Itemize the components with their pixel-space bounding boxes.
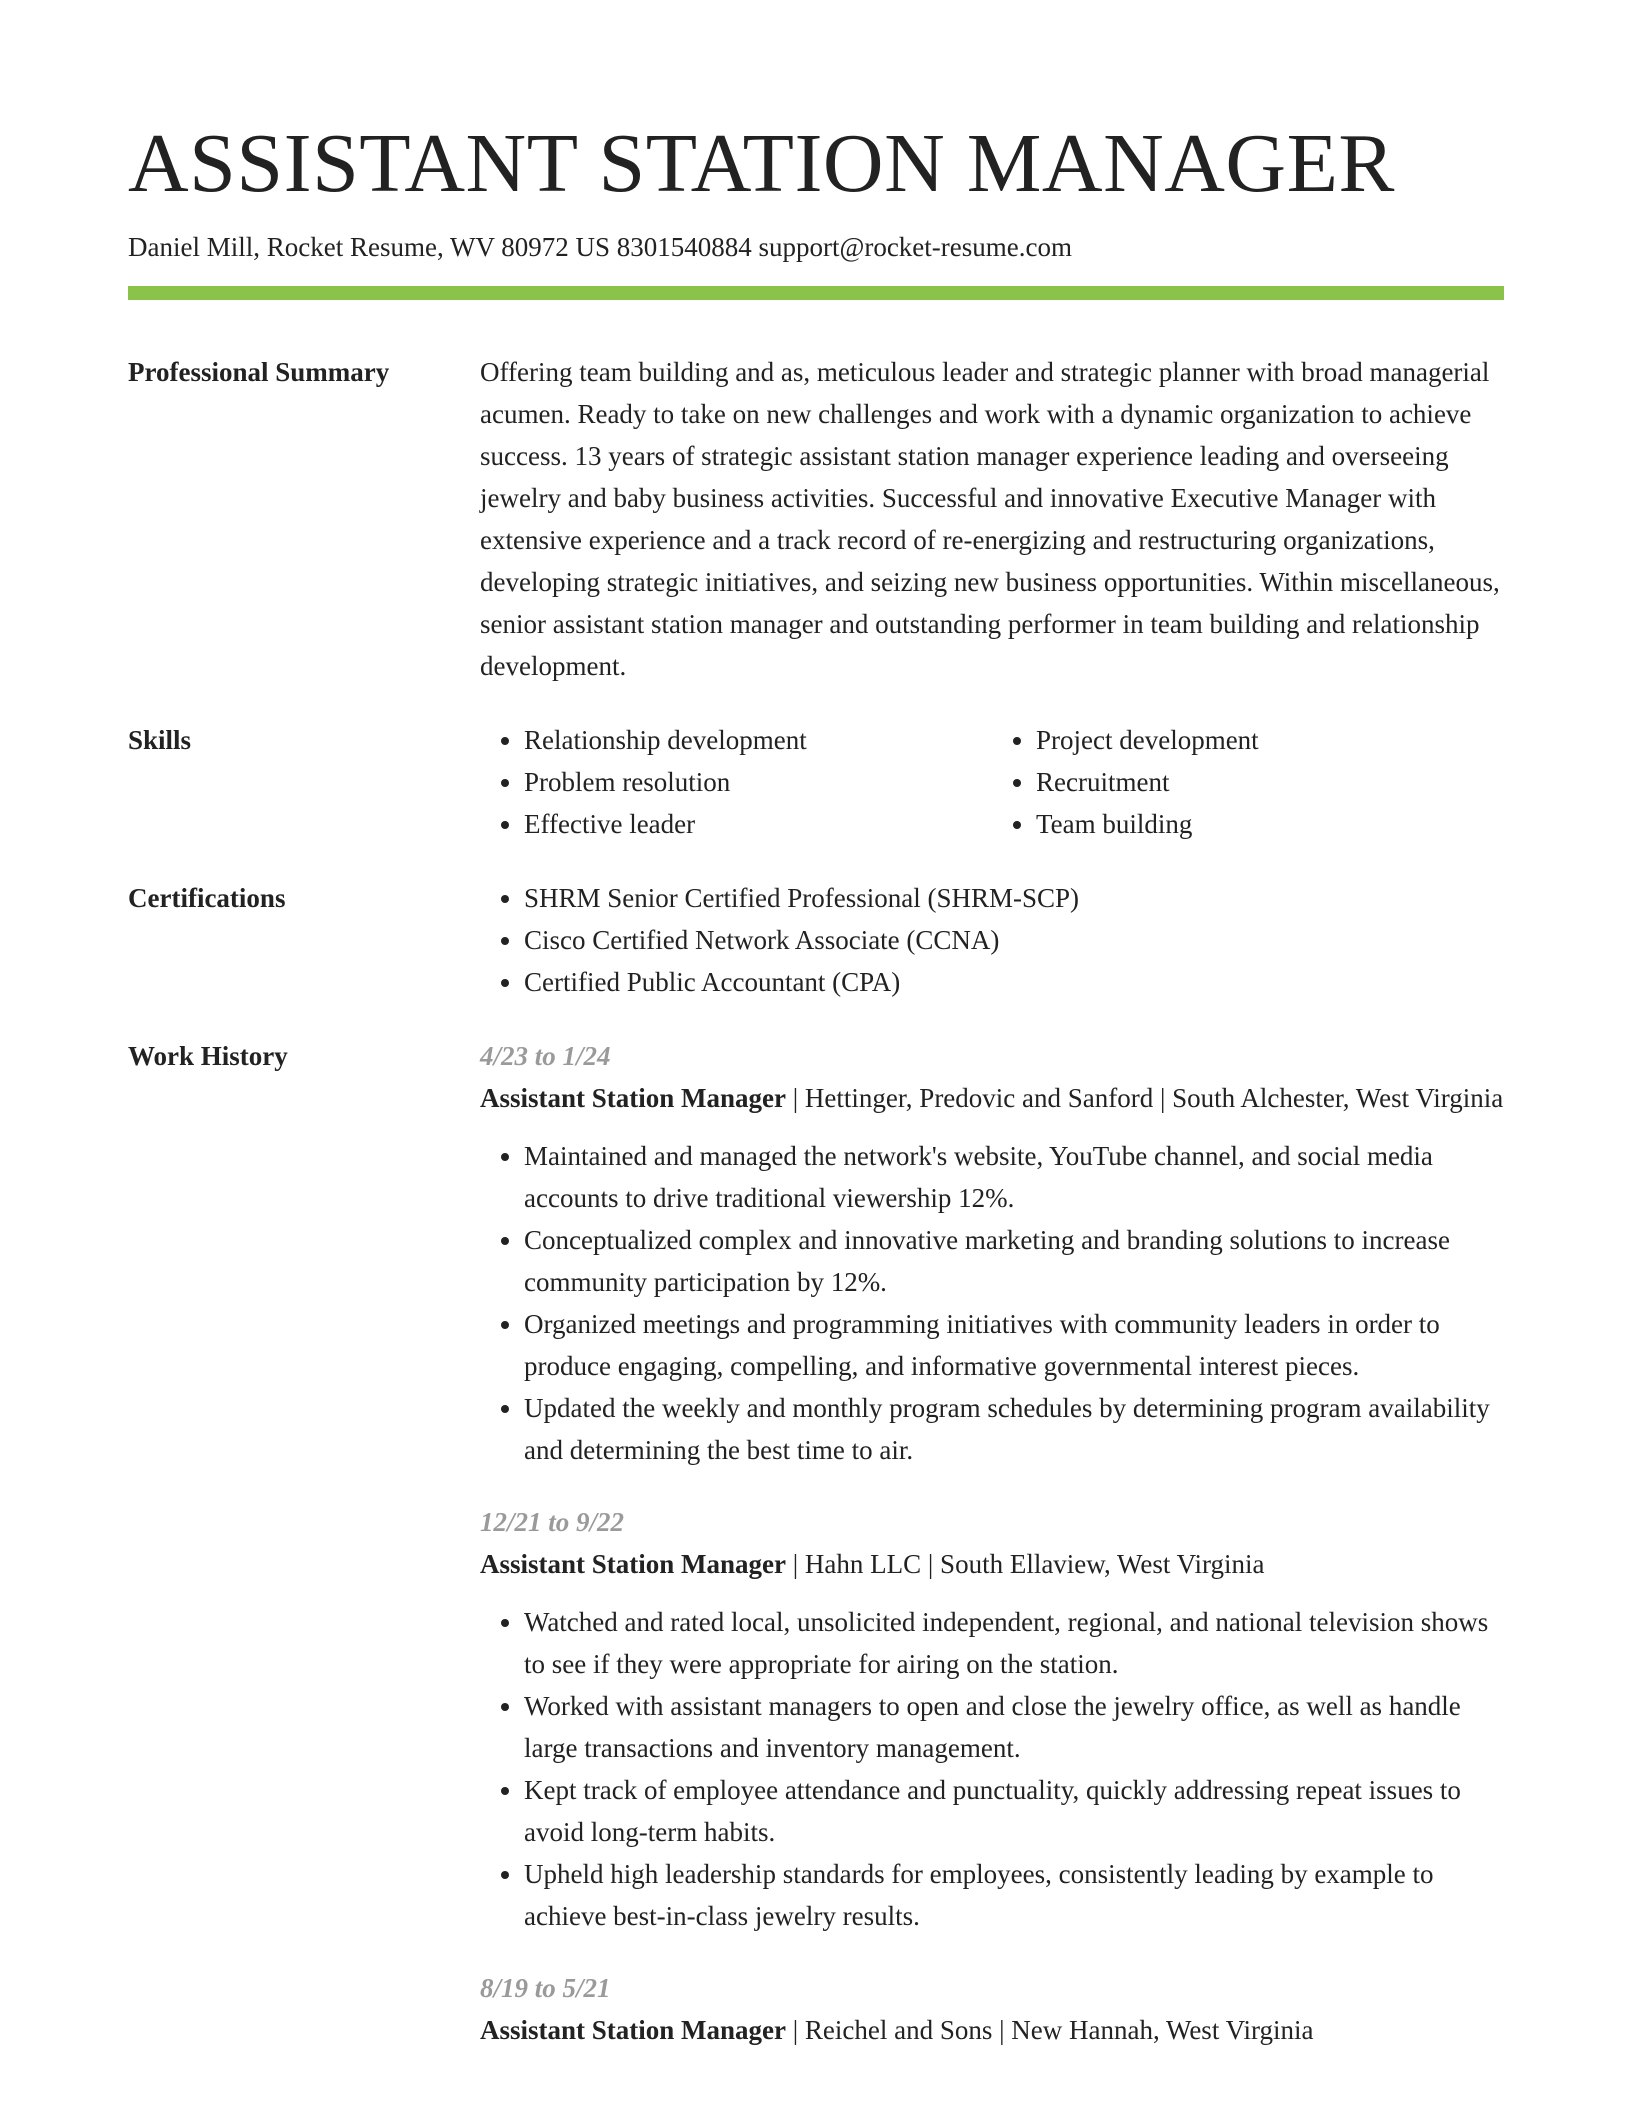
summary-label: Professional Summary <box>128 357 390 387</box>
certification-item: • SHRM Senior Certified Professional (SHRM-SCP) <box>524 877 1504 919</box>
skill-item: • Relationship development <box>524 719 992 761</box>
job-entry <box>480 1501 1504 1937</box>
job-bullets <box>480 1135 1504 1471</box>
skill-item: • Problem resolution <box>524 761 992 803</box>
resume-title: ASSISTANT STATION MANAGER <box>128 117 1395 210</box>
job-bullets <box>480 1601 1504 1937</box>
job-heading <box>480 2009 1504 2051</box>
skills-list-left <box>480 719 992 845</box>
summary-text: Offering team building and as, meticulous leader and strategic planner with broad managerial acumen. Ready to take on new challenges and work with a dynamic organization to achieve success. 13 years of strategic assistant station manager experience leading and overseeing jewelry and baby business activities. Successful and innovative Executive Manager with extensive experience and a track record of re-energizing and restructuring organizations, developing strategic initiatives, and seizing new business opportunities. Within miscellaneous, senior assistant station manager and outstanding performer in team building and relationship development. <box>480 357 1500 681</box>
work-history-section <box>128 1035 1504 2081</box>
skills-section <box>128 719 1504 845</box>
job-dates: 12/21 to 9/22 <box>480 1507 625 1537</box>
resume-content <box>128 351 1504 2113</box>
job-bullet: • Updated the weekly and monthly program schedules by determining program availability and determining the best time to air. <box>524 1387 1504 1471</box>
job-entry <box>480 1967 1504 2051</box>
skill-item: • Effective leader <box>524 803 992 845</box>
job-bullet: • Upheld high leadership standards for employees, consistently leading by example to achieve best-in-class jewelry results. <box>524 1853 1504 1937</box>
job-dates: 8/19 to 5/21 <box>480 1973 611 2003</box>
job-details: | Reichel and Sons | New Hannah, West Virginia <box>786 2015 1314 2045</box>
job-bullet: • Worked with assistant managers to open and close the jewelry office, as well as handle large transactions and inventory management. <box>524 1685 1504 1769</box>
skill-item: • Project development <box>1036 719 1504 761</box>
job-details: | Hahn LLC | South Ellaview, West Virginia <box>786 1549 1265 1579</box>
skills-body <box>480 719 1504 845</box>
work-history-label: Work History <box>128 1041 288 1071</box>
job-title: Assistant Station Manager <box>480 1083 787 1113</box>
certification-item: • Cisco Certified Network Associate (CCNA) <box>524 919 1504 961</box>
summary-section <box>128 351 1504 687</box>
job-entry <box>480 1035 1504 1471</box>
job-bullet: • Watched and rated local, unsolicited independent, regional, and national television shows to see if they were appropriate for airing on the station. <box>524 1601 1504 1685</box>
job-bullet: • Organized meetings and programming initiatives with community leaders in order to produce engaging, compelling, and informative governmental interest pieces. <box>524 1303 1504 1387</box>
job-heading <box>480 1077 1504 1119</box>
job-dates: 4/23 to 1/24 <box>480 1041 611 1071</box>
job-bullet: • Maintained and managed the network's website, YouTube channel, and social media accounts to drive traditional viewership 12%. <box>524 1135 1504 1219</box>
certifications-section <box>128 877 1504 1003</box>
skill-item: • Team building <box>1036 803 1504 845</box>
job-heading <box>480 1543 1504 1585</box>
skills-list-right <box>992 719 1504 845</box>
job-details: | Hettinger, Predovic and Sanford | South Alchester, West Virginia <box>786 1083 1504 1113</box>
contact-line: Daniel Mill, Rocket Resume, WV 80972 US 8301540884 support@rocket-resume.com <box>128 232 1072 262</box>
skills-label: Skills <box>128 725 192 755</box>
accent-divider <box>128 286 1504 300</box>
job-bullet: • Conceptualized complex and innovative marketing and branding solutions to increase community participation by 12%. <box>524 1219 1504 1303</box>
job-title: Assistant Station Manager <box>480 1549 787 1579</box>
job-title: Assistant Station Manager <box>480 2015 787 2045</box>
certifications-label: Certifications <box>128 883 286 913</box>
job-bullet: • Kept track of employee attendance and punctuality, quickly addressing repeat issues to avoid long-term habits. <box>524 1769 1504 1853</box>
certifications-list <box>480 877 1504 1003</box>
skill-item: • Recruitment <box>1036 761 1504 803</box>
work-history-body <box>480 1035 1504 2081</box>
summary-body <box>480 351 1504 687</box>
certification-item: • Certified Public Accountant (CPA) <box>524 961 1504 1003</box>
certifications-body <box>480 877 1504 1003</box>
